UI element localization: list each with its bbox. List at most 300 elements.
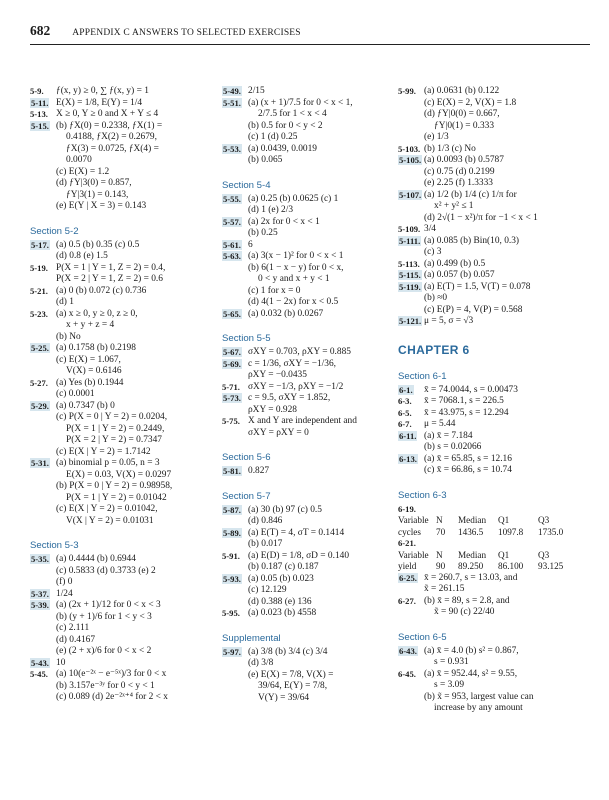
exercise-number	[30, 109, 56, 121]
answer-line: (c) E(X | Y = 2) = 1.7142	[56, 446, 151, 457]
exercise-number-label: 5-111.	[399, 235, 421, 246]
exercise-number	[222, 505, 248, 528]
answer-lines	[56, 109, 213, 121]
exercise-number	[398, 669, 424, 715]
answer-line: 0 < y and x + y < 1	[258, 274, 330, 284]
exercise-number-label: 5-55.	[223, 193, 241, 204]
stats-table-row	[398, 515, 588, 527]
answer-lines	[248, 194, 394, 217]
answer-lines	[424, 86, 588, 144]
answer-line: (d) 1 (e) 2/3	[248, 205, 294, 215]
exercise-number-label: 5-45.	[30, 669, 48, 679]
answer-line: E(X) = 0.03, V(X) = 0.0297	[66, 469, 172, 480]
answer-lines	[424, 408, 588, 420]
answer-line: increase by any amount	[434, 703, 523, 713]
exercise-number	[222, 574, 248, 609]
answer-entry	[398, 431, 588, 454]
answer-line: (b) 0.017	[248, 539, 283, 549]
answer-entry	[30, 658, 213, 670]
exercise-number-label: 5-9.	[30, 86, 44, 96]
exercise-number	[222, 528, 248, 551]
answer-entry	[222, 393, 394, 416]
answer-entry	[30, 554, 213, 589]
answer-line: (b) 0.065	[248, 155, 283, 165]
answer-lines	[56, 401, 213, 459]
answer-lines	[56, 121, 213, 213]
exercise-number	[398, 236, 424, 259]
answer-line: x² + y² ≤ 1	[434, 201, 474, 211]
exercise-number-label: 5-27.	[30, 377, 48, 388]
answer-line: (a) 0.499 (b) 0.5	[424, 258, 486, 269]
stats-cell: Median	[458, 549, 487, 560]
answer-lines	[424, 669, 588, 715]
exercise-number-label: 5-15.	[31, 120, 49, 131]
exercise-number-label: 6-27.	[398, 595, 416, 606]
answer-entry	[30, 109, 213, 121]
answer-lines	[248, 505, 394, 528]
answer-entry	[398, 86, 588, 144]
answer-line: (a) 0.0439, 0.0019	[248, 143, 317, 154]
answer-entry	[398, 646, 588, 669]
answer-lines	[424, 259, 588, 271]
answer-line: s = 0.931	[434, 657, 469, 667]
exercise-number	[222, 647, 248, 705]
answer-lines	[56, 86, 213, 98]
exercise-number-label: 5-35.	[31, 554, 49, 564]
exercise-number-label: 5-13.	[30, 109, 48, 119]
answer-entry	[30, 458, 213, 527]
exercise-number	[30, 658, 56, 670]
answer-line: (c) 0.0001	[56, 389, 95, 399]
section-heading: Section 5-3	[30, 540, 79, 551]
stats-cell: Q3	[538, 549, 550, 560]
exercise-number-label: 5-73.	[223, 393, 241, 403]
answer-line: (b) 1/3 (c) No	[424, 143, 476, 154]
answer-line: (a) 0.25 (b) 0.0625 (c) 1	[248, 193, 339, 204]
exercise-number	[398, 155, 424, 190]
exercise-number	[222, 382, 248, 394]
exercise-number-label: 5-71.	[222, 381, 240, 392]
exercise-number-label: 5-63.	[223, 251, 241, 261]
exercise-number-label: 5-91.	[222, 550, 240, 561]
answer-entry	[222, 217, 394, 240]
answer-line: (c) 12.129	[248, 585, 287, 595]
exercise-number	[222, 309, 248, 321]
answer-line: (b) x̄ = 89, s = 2.8, and	[424, 595, 510, 606]
section-heading: Section 6-5	[398, 631, 447, 643]
exercise-number-label: 5-17.	[31, 239, 49, 250]
exercise-number	[398, 190, 424, 225]
answer-line: (c) E(X) = 1.2	[56, 166, 110, 177]
answer-lines	[56, 458, 213, 527]
answer-lines	[56, 309, 213, 344]
exercise-number-label: 5-67.	[223, 347, 241, 357]
exercise-number	[222, 240, 248, 252]
answer-lines	[424, 431, 588, 454]
answer-lines	[424, 454, 588, 477]
exercise-number	[398, 596, 424, 619]
exercise-number-label: 5-115.	[399, 270, 421, 280]
answer-line: (d) ƒY|0(0) = 0.667,	[424, 109, 500, 119]
answer-line: P(X = 1 | Y = 2) = 0.2449,	[66, 423, 165, 434]
exercise-number-label: 5-107.	[399, 189, 422, 200]
answer-line: (c) 0.089 (d) 2e⁻²ˣ⁺⁴ for 2 < x	[56, 692, 168, 702]
answer-line: (c) E(P) = 4, V(P) = 0.568	[424, 304, 523, 315]
answer-line: (b) P(X = 0 | Y = 2) = 0.98958,	[56, 481, 173, 491]
answer-line: 2/15	[248, 86, 265, 96]
answer-lines	[56, 240, 213, 263]
answer-lines	[424, 385, 588, 397]
exercise-number	[30, 309, 56, 344]
page-number: 682	[30, 23, 51, 38]
answer-lines	[424, 396, 588, 408]
answer-line: (a) 0.085 (b) Bin(10, 0.3)	[424, 235, 520, 246]
exercise-number	[222, 194, 248, 217]
answer-line: (c) 3	[424, 247, 442, 257]
answer-line: (a) (x + 1)/7.5 for 0 < x < 1,	[248, 97, 353, 108]
answer-line: σXY = ρXY = 0	[248, 427, 309, 438]
stats-cell: Median	[458, 515, 487, 525]
exercise-number-label: 5-53.	[223, 143, 241, 154]
answer-line: μ = 5, σ = √3	[424, 316, 474, 326]
exercise-number	[222, 393, 248, 416]
answer-entry	[30, 309, 213, 344]
answer-line: (a) 3(x − 1)² for 0 < x < 1	[248, 251, 344, 261]
exercise-number-label: 6-7.	[398, 419, 412, 429]
exercise-number-label: 5-31.	[31, 458, 49, 468]
answer-line: (c) 1 for x = 0	[248, 285, 301, 296]
exercise-number	[398, 385, 424, 397]
answer-entry	[30, 286, 213, 309]
exercise-number	[30, 554, 56, 589]
answer-entry	[398, 282, 588, 317]
answer-lines	[248, 144, 394, 167]
running-title: APPENDIX C ANSWERS TO SELECTED EXERCISES	[72, 28, 301, 38]
answer-line: (b) No	[56, 331, 81, 342]
answer-line: μ = 5.44	[424, 419, 456, 429]
answer-lines	[248, 359, 394, 382]
exercise-number-label: 5-23.	[30, 308, 48, 319]
answer-entry	[398, 190, 588, 225]
answer-line: 39/64, E(Y) = 7/8,	[258, 681, 328, 691]
exercise-number-label: 5-105.	[399, 155, 422, 165]
stats-cell: 90	[436, 561, 446, 571]
answer-line: (b) (y + 1)/6 for 1 < y < 3	[56, 611, 152, 622]
answer-line: (d) 2√(1 − x²)/π for −1 < x < 1	[424, 212, 538, 223]
answer-lines	[248, 347, 394, 359]
answer-entry	[398, 236, 588, 259]
answer-entry	[222, 359, 394, 382]
answer-line: (a) (2x + 1)/12 for 0 < x < 3	[56, 600, 161, 610]
answer-line: (e) 2.25 (f) 1.3333	[424, 178, 493, 188]
answer-line: (a) x̄ = 65.85, s = 12.16	[424, 453, 512, 464]
exercise-number-label: 6-13.	[399, 453, 417, 464]
answer-line: ρXY = −0.0435	[248, 370, 307, 380]
answer-entry	[398, 155, 588, 190]
exercise-number-label: 5-87.	[223, 504, 241, 515]
answer-line: x̃ = 90 (c) 22/40	[434, 607, 495, 617]
answer-entry	[222, 608, 394, 620]
answer-line: (a) 0.4444 (b) 0.6944	[56, 554, 136, 564]
answer-lines	[424, 155, 588, 190]
answer-line: (c) x̄ = 66.86, s = 10.74	[424, 465, 512, 475]
exercise-number	[398, 86, 424, 144]
exercise-number	[398, 573, 424, 596]
answer-lines	[248, 98, 394, 144]
exercise-number-label: 5-49.	[223, 86, 241, 96]
answer-line: (a) 0 (b) 0.072 (c) 0.736	[56, 285, 147, 296]
answer-line: (a) x̄ = 4.0 (b) s² = 0.867,	[424, 645, 519, 656]
answer-line: c = 9.5, σXY = 1.852,	[248, 393, 331, 403]
answer-entry	[398, 419, 588, 431]
exercise-number	[30, 378, 56, 401]
answer-line: 3/4	[424, 224, 436, 234]
answer-line: x + y + z = 4	[66, 320, 115, 330]
answer-lines	[424, 224, 588, 236]
answer-entry	[398, 454, 588, 477]
stats-cell: 1735.0	[538, 526, 564, 537]
exercise-number-label: 6-25.	[399, 572, 417, 583]
section-heading: Supplemental	[222, 632, 281, 644]
answer-line: (d) 0.8 (e) 1.5	[56, 251, 108, 261]
section-heading: Section 5-6	[222, 452, 271, 463]
exercise-number: 6-21.	[398, 538, 416, 548]
answers-column-2	[222, 86, 394, 704]
exercise-number	[30, 600, 56, 658]
answer-line: 0.827	[248, 466, 270, 476]
stats-cell: 70	[436, 526, 446, 537]
answer-line: (c) E(X) = 2, V(X) = 1.8	[424, 97, 517, 108]
answer-entry	[222, 240, 394, 252]
answer-line: x̄ = 7068.1, s = 226.5	[424, 396, 504, 406]
answer-entry	[30, 600, 213, 658]
answer-lines	[56, 286, 213, 309]
answer-line: (c) E(X | Y = 2) = 0.01042,	[56, 504, 158, 514]
exercise-number	[398, 408, 424, 420]
answer-line: (e) E(Y | X = 3) = 0.143	[56, 201, 147, 211]
exercise-number	[30, 669, 56, 704]
answer-entry	[30, 401, 213, 459]
exercise-number-label: 5-95.	[222, 608, 240, 618]
answer-line: ƒY|0(1) = 0.333	[434, 120, 495, 131]
exercise-number-label: 6-3.	[398, 396, 412, 406]
exercise-number	[398, 144, 424, 156]
answer-line: (e) (2 + x)/6 for 0 < x < 2	[56, 646, 152, 656]
exercise-number	[398, 419, 424, 431]
section-heading: Section 5-7	[222, 490, 271, 502]
answer-lines	[56, 98, 213, 110]
section-heading: Section 5-4	[222, 179, 271, 191]
answer-line: (a) E(D) = 1/8, σD = 0.140	[248, 550, 350, 561]
answer-line: (f) 0	[56, 577, 73, 587]
answer-line: (b) 0.187 (c) 0.187	[248, 562, 319, 572]
answer-line: (b) 6(1 − x − y) for 0 < x,	[248, 262, 344, 273]
exercise-number-label: 5-61.	[223, 239, 241, 250]
stats-table-row	[398, 527, 588, 539]
stats-cell: 93.125	[538, 561, 564, 571]
stats-cell: N	[436, 515, 443, 525]
answer-entry	[30, 86, 213, 98]
answer-entry	[30, 343, 213, 378]
stats-cell: 1436.5	[458, 526, 484, 537]
exercise-number	[398, 396, 424, 408]
answer-lines	[248, 240, 394, 252]
answer-line: (a) 0.5 (b) 0.35 (c) 0.5	[56, 239, 140, 250]
answer-line: σXY = −1/3, ρXY = −1/2	[248, 381, 344, 392]
answer-line: V(X | Y = 2) = 0.01031	[66, 515, 154, 526]
answer-entry	[398, 538, 588, 550]
answer-entry	[222, 144, 394, 167]
answer-line: ƒY|3(1) = 0.143,	[66, 189, 129, 200]
answer-line: (a) 0.7347 (b) 0	[56, 400, 115, 411]
exercise-number	[398, 316, 424, 328]
answer-entry	[30, 669, 213, 704]
answer-entry	[30, 98, 213, 110]
answer-line: (b) 3.157e⁻³ʸ for 0 < y < 1	[56, 680, 155, 691]
answer-entry	[222, 347, 394, 359]
answer-line: (c) 1 (d) 0.25	[248, 132, 298, 142]
answer-line: (a) 0.0093 (b) 0.5787	[424, 155, 504, 165]
answer-line: 2/7.5 for 1 < x < 4	[258, 109, 327, 119]
answer-entry	[398, 224, 588, 236]
exercise-number-label: 6-5.	[398, 407, 412, 418]
answer-line: (a) 30 (b) 97 (c) 0.5	[248, 504, 322, 515]
answer-line: (d) 0.4167	[56, 634, 96, 645]
exercise-number-label: 5-109.	[398, 224, 421, 234]
stats-cell: Q1	[498, 515, 510, 525]
answer-line: (e) 1/3	[424, 132, 449, 142]
answer-line: (b) 0.5 for 0 < y < 2	[248, 120, 323, 131]
answer-line: (d) 4(1 − 2x) for x < 0.5	[248, 297, 339, 307]
answer-entry	[222, 466, 394, 478]
exercise-number-label: 6-1.	[399, 384, 413, 395]
answer-line: (b) ≈0	[424, 293, 448, 303]
answer-line: (b) s = 0.02066	[424, 442, 482, 452]
answer-lines	[424, 573, 588, 596]
answer-lines	[424, 190, 588, 225]
stats-table-row	[398, 561, 588, 573]
answer-line: (a) 3/8 (b) 3/4 (c) 3/4	[248, 646, 328, 657]
answer-entry	[222, 528, 394, 551]
exercise-number	[222, 98, 248, 144]
stats-cell: Variable	[398, 549, 429, 560]
answer-line: c = 1/36, σXY = −1/36,	[248, 358, 337, 369]
exercise-number	[222, 86, 248, 98]
answer-lines	[248, 416, 394, 439]
header-rule	[30, 44, 590, 45]
exercise-number-label: 5-81.	[223, 466, 241, 476]
answer-entry	[222, 98, 394, 144]
answer-lines	[424, 646, 588, 669]
answer-line: V(Y) = 39/64	[258, 692, 310, 703]
exercise-number	[30, 401, 56, 459]
answer-entry	[30, 121, 213, 213]
answer-lines	[248, 608, 394, 620]
exercise-number	[222, 608, 248, 620]
exercise-number-label: 5-29.	[31, 400, 49, 411]
answer-lines	[248, 217, 394, 240]
answer-entry	[222, 382, 394, 394]
answer-entry	[398, 316, 588, 328]
answer-line: (a) x̄ = 7.184	[424, 430, 473, 441]
answer-line: (a) 0.1758 (b) 0.2198	[56, 343, 136, 353]
exercise-number-label: 5-19.	[30, 262, 48, 273]
answer-lines	[424, 236, 588, 259]
exercise-number	[398, 282, 424, 317]
exercise-number-label: 5-43.	[31, 657, 49, 668]
exercise-number	[222, 217, 248, 240]
answer-lines	[248, 574, 394, 609]
answer-lines	[424, 419, 588, 431]
answer-line: (d) 0.846	[248, 516, 283, 526]
exercise-number-label: 5-51.	[223, 97, 241, 108]
answer-entry	[222, 416, 394, 439]
answers-column-3	[398, 86, 588, 715]
answer-entry	[222, 647, 394, 705]
stats-cell: Variable	[398, 515, 429, 525]
answer-line: E(X) = 1/8, E(Y) = 1/4	[56, 97, 143, 108]
section-heading: Section 5-5	[222, 333, 271, 344]
answer-lines	[56, 554, 213, 589]
answer-entry	[398, 408, 588, 420]
answer-line: (a) E(T) = 1.5, V(T) = 0.078	[424, 281, 531, 292]
answer-line: (a) 0.023 (b) 4558	[248, 608, 317, 618]
answer-line: (a) 0.05 (b) 0.023	[248, 573, 314, 584]
answer-line: (a) 1/2 (b) 1/4 (c) 1/π for	[424, 189, 517, 200]
exercise-number	[398, 431, 424, 454]
answer-line: X and Y are independent and	[248, 416, 357, 426]
answer-entry	[398, 573, 588, 596]
answer-entry	[398, 385, 588, 397]
answer-line: (a) x̄ = 952.44, s² = 9.55,	[424, 668, 518, 679]
answer-lines	[56, 658, 213, 670]
answer-entry	[30, 378, 213, 401]
answer-entry	[398, 504, 588, 516]
answer-lines	[56, 343, 213, 378]
answer-line: x̄ = 43.975, s = 12.294	[424, 407, 509, 418]
exercise-number	[30, 286, 56, 309]
exercise-number-label: 5-89.	[223, 527, 241, 538]
section-heading: Section 6-3	[398, 489, 447, 501]
answer-line: P(X = 1 | Y = 1, Z = 2) = 0.4,	[56, 262, 166, 273]
answer-line: (c) E(X) = 1.067,	[56, 354, 121, 365]
answer-line: (a) E(T) = 4, σT = 0.1414	[248, 527, 345, 538]
exercise-number-label: 6-11.	[399, 430, 417, 441]
answer-line: (e) E(X) = 7/8, V(X) =	[248, 669, 334, 680]
answer-entry	[398, 396, 588, 408]
exercise-number-label: 5-25.	[31, 343, 49, 353]
answer-line: (c) 2.111	[56, 623, 90, 633]
exercise-number	[222, 466, 248, 478]
answer-entry	[222, 551, 394, 574]
exercise-number	[222, 359, 248, 382]
answer-line: V(X) = 0.6146	[66, 366, 122, 376]
stats-cell: Q3	[538, 515, 550, 525]
exercise-number	[30, 98, 56, 110]
page-header	[30, 22, 590, 40]
exercise-number	[222, 347, 248, 359]
answer-line: (a) x ≥ 0, y ≥ 0, z ≥ 0,	[56, 308, 138, 319]
stats-cell: 89.250	[458, 561, 484, 571]
exercise-number-label: 5-113.	[398, 258, 420, 269]
answer-line: x̄ = 260.7, s = 13.03, and	[424, 572, 518, 583]
answer-line: (d) 1	[56, 297, 74, 307]
exercise-number: 6-19.	[398, 503, 416, 514]
stats-cell: yield	[398, 561, 417, 571]
exercise-number-label: 5-21.	[30, 285, 48, 296]
answer-lines	[248, 393, 394, 416]
exercise-number-label: 6-43.	[399, 645, 417, 656]
